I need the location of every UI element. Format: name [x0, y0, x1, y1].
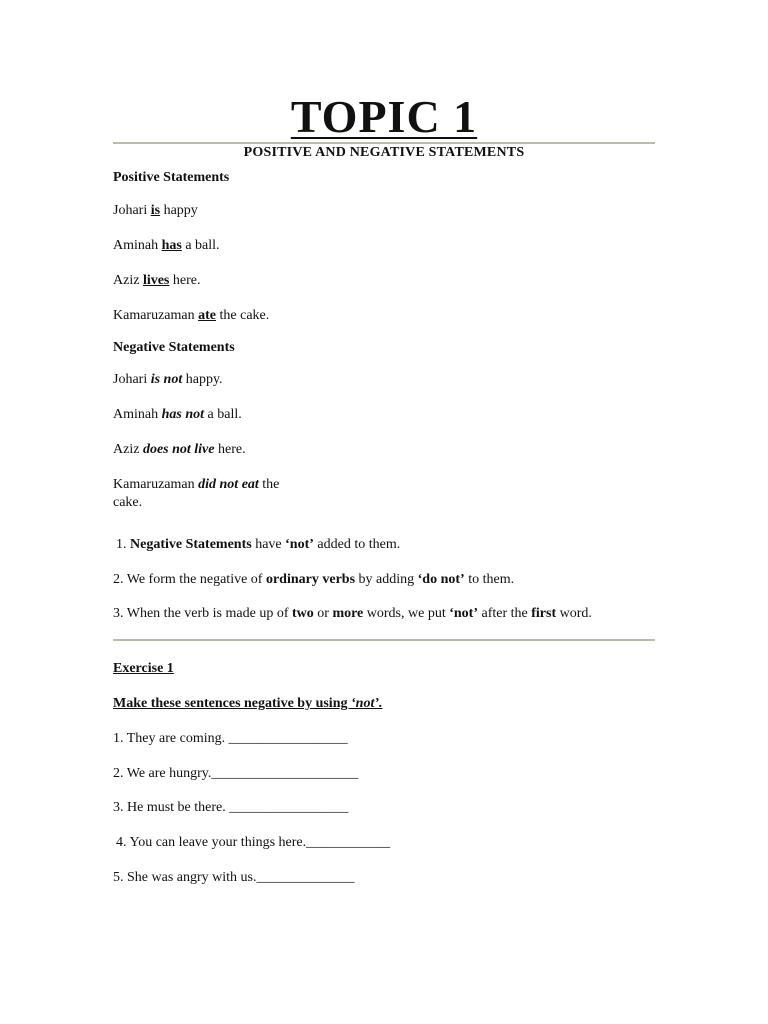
answer-blank: _____________________: [211, 766, 359, 781]
negative-statement-continuation: cake.: [113, 495, 143, 510]
rule-2: 2. We form the negative of ordinary verbs by adding ‘do not’ to them.: [113, 572, 515, 587]
exercise-question: 2. We are hungry._____________________: [113, 766, 359, 781]
positive-statement: Aziz lives here.: [113, 273, 201, 288]
exercise-question: 5. She was angry with us.______________: [113, 870, 355, 885]
negative-heading: Negative Statements: [113, 340, 235, 355]
title-divider: [113, 142, 655, 144]
exercise-question: 1. They are coming. _________________: [113, 731, 348, 746]
rule-1: 1. Negative Statements have ‘not’ added to them.: [116, 537, 401, 552]
exercise-question: 3. He must be there. _________________: [113, 800, 349, 815]
positive-statement: Johari is happy: [113, 203, 198, 218]
positive-heading: Positive Statements: [113, 170, 230, 185]
answer-blank: ______________: [256, 870, 355, 885]
negative-statement: Johari is not happy.: [113, 372, 223, 387]
page-title: TOPIC 1: [290, 91, 478, 142]
answer-blank: ____________: [306, 835, 391, 850]
exercise-question: 4. You can leave your things here.____________: [116, 835, 391, 850]
positive-statement: Aminah has a ball.: [113, 238, 220, 253]
exercise-instruction: Make these sentences negative by using ‘not’.: [113, 696, 383, 711]
answer-blank: _________________: [229, 800, 349, 815]
answer-blank: _________________: [228, 731, 348, 746]
negative-statement: Aminah has not a ball.: [113, 407, 242, 422]
section-divider: [113, 639, 655, 641]
positive-statement: Kamaruzaman ate the cake.: [113, 308, 270, 323]
negative-statement: Kamaruzaman did not eat the: [113, 477, 280, 492]
exercise-heading: Exercise 1: [113, 661, 174, 676]
rule-3: 3. When the verb is made up of two or more words, we put ‘not’ after the first word.: [113, 606, 592, 621]
negative-statement: Aziz does not live here.: [113, 442, 246, 457]
page-subtitle: POSITIVE AND NEGATIVE STATEMENTS: [243, 145, 525, 160]
